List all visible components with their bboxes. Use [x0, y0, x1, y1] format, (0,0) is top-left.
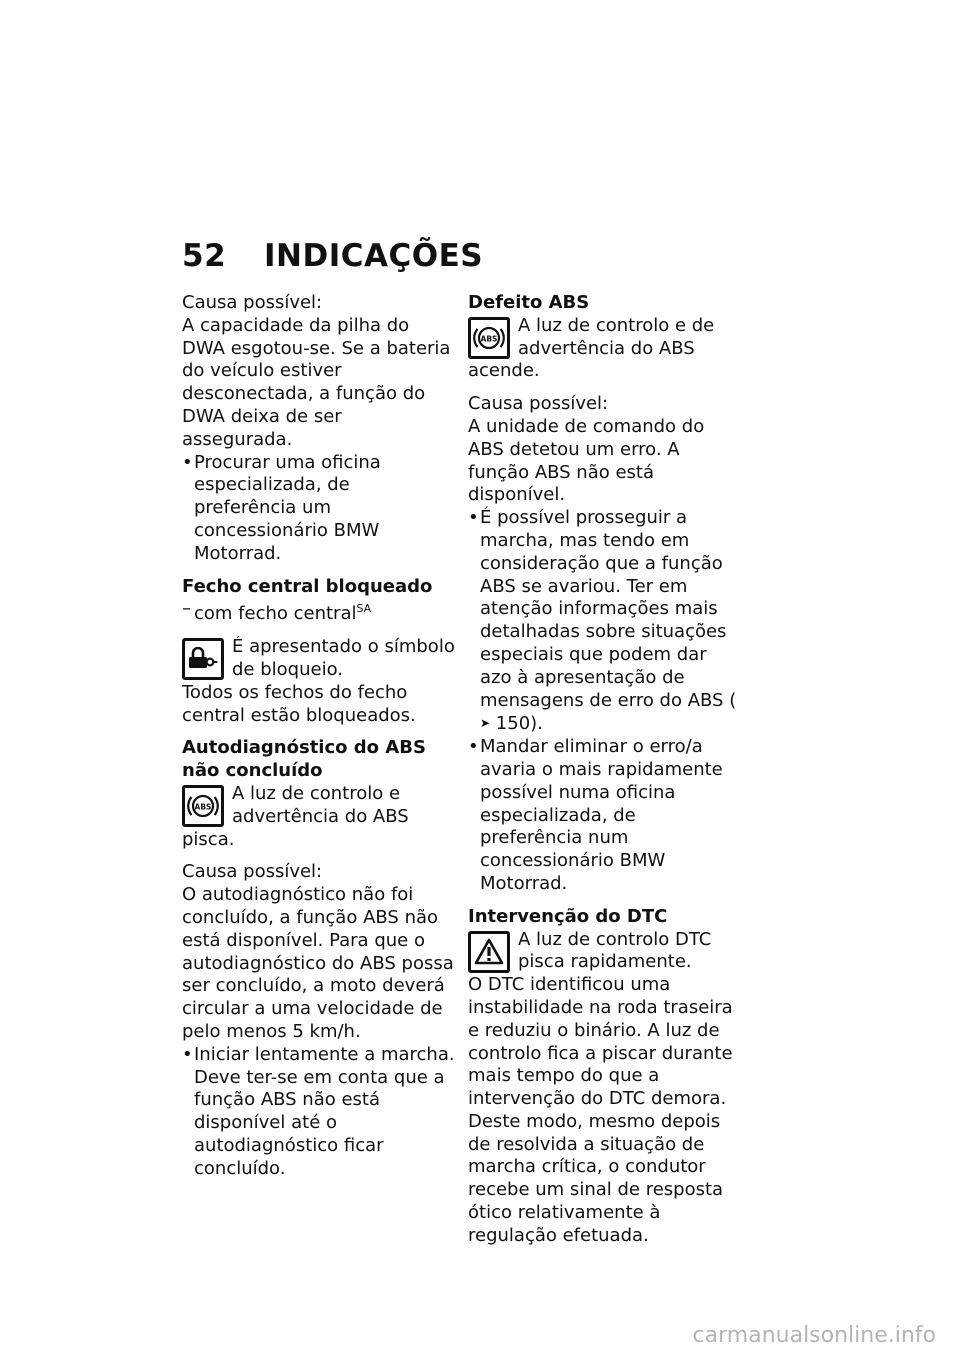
bullet-text: É possível prosseguir a marcha, mas tendo em consideração que a função ABS se avariou. Ter em atenção informações mais detalhadas sobre situações especiais que podem dar azo à apresentação de mensagens de erro do ABS (	[480, 507, 737, 711]
abs-warning-icon	[468, 317, 510, 359]
fecho-icon-row	[182, 636, 456, 682]
fecho-text: Todos os fechos do fecho central estão bloqueados.	[182, 681, 416, 726]
auto-causa-label: Causa possível:	[182, 861, 323, 883]
section-title-fecho: Fecho central bloqueado	[182, 575, 433, 597]
causa-label: Causa possível:	[182, 292, 323, 313]
watermark: carmanualsonline.info	[692, 1323, 936, 1348]
dtc-warning-triangle-icon	[468, 931, 510, 973]
abs-icon-label: ABS	[194, 802, 212, 812]
auto-icon-text: A luz de controlo e advertência do ABS pisca.	[182, 782, 409, 850]
dtc-icon-text: A luz de controlo DTC pisca rapidamente.	[518, 928, 712, 973]
dtc-text: O DTC identificou uma instabilidade na roda traseira e reduziu o binário. A luz de controlo fica a piscar durante mais tempo do que a intervenção do DTC demora. Deste modo, mesmo depois de resolvida a situação de marcha crítica, o condutor recebe um sinal de resposta ótico relativamente à regulação efetuada.	[468, 974, 733, 1246]
left-column	[182, 292, 456, 1180]
section-title-dtc: Intervenção do DTC	[468, 905, 668, 927]
bullet-item	[468, 507, 742, 736]
section-title-autodiagnostico: Autodiagnóstico do ABS não concluído	[182, 737, 426, 782]
chapter-title: INDICAÇÕES	[264, 238, 484, 274]
bullet-item: • Mandar eliminar o erro/a avaria o mais rapidamente possível numa oficina especializada, de preferência num concessionário BMW Motorrad.	[468, 736, 742, 896]
section-title-defeito-abs: Defeito ABS	[468, 292, 590, 313]
bullet-text-end: ).	[530, 713, 543, 735]
dtc-icon-row	[468, 929, 742, 975]
causa-label: Causa possível:	[468, 393, 609, 415]
auto-icon-row	[182, 783, 456, 851]
bullet-item: • Iniciar lentamente a marcha. Deve ter-se em conta que a função ABS não está disponível até o autodiagnóstico ficar concluído.	[182, 1044, 456, 1181]
fecho-condition	[182, 598, 456, 626]
sa-superscript: SA	[356, 602, 372, 616]
page-reference-arrow-icon: ➤	[480, 716, 491, 731]
causa-text: A capacidade da pilha do DWA esgotou-se. Se a bateria do veículo estiver desconectada, a função do DWA deixa de ser assegurada.	[182, 314, 451, 450]
causa-text: A unidade de comando do ABS detetou um erro. A função ABS não está disponível.	[468, 415, 705, 506]
key-lock-icon	[182, 638, 224, 680]
defeito-icon-row	[468, 315, 742, 383]
auto-causa-text: O autodiagnóstico não foi concluído, a função ABS não está disponível. Para que o autodiagnóstico do ABS possa ser concluído, a moto deverá circular a uma velocidade de pelo menos 5 km/h.	[182, 884, 454, 1042]
abs-icon-label: ABS	[480, 334, 498, 344]
page-reference[interactable]: 150	[495, 713, 531, 735]
right-column	[468, 292, 742, 1248]
defeito-icon-text: A luz de controlo e de advertência do ABS acende.	[468, 314, 715, 382]
page-number: 52	[182, 238, 227, 274]
abs-warning-icon	[182, 785, 224, 827]
fecho-icon-text: É apresentado o símbolo de bloqueio.	[232, 636, 455, 680]
fecho-condition-text: com fecho central	[194, 603, 357, 625]
bullet-item: • Procurar uma oficina especializada, de preferência um concessionário BMW Motorrad.	[182, 452, 456, 566]
